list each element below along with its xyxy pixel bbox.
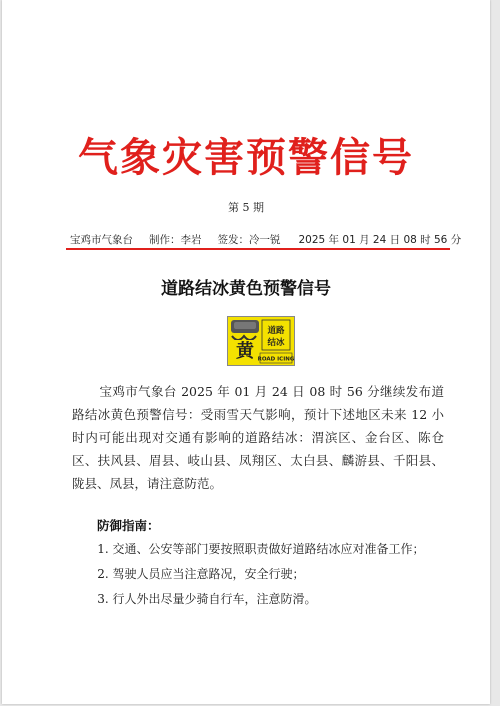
guide-item: 1. 交通、公安等部门要按照职责做好道路结冰应对准备工作； [97, 542, 425, 556]
headline: 气象灾害预警信号 [78, 134, 414, 181]
author: 制作：李岩 [149, 234, 202, 246]
guide-item: 2. 驾驶人员应当注意路况，安全行驶； [97, 567, 305, 581]
document-page [2, 0, 490, 704]
icon-char: 黄 [236, 341, 254, 362]
header-rule [66, 248, 450, 250]
meta-line [70, 232, 462, 247]
issue-number: 第 5 期 [228, 201, 264, 214]
icon-label-en: ROAD ICING [257, 356, 294, 363]
warning-icon-graphic [228, 317, 294, 365]
svg-text:道路: 道路 [267, 326, 285, 336]
issuer: 宝鸡市气象台 [70, 234, 133, 246]
issue-datetime: 2025 年 01 月 24 日 08 时 56 分 [298, 234, 462, 246]
guide-title: 防御指南： [97, 518, 160, 533]
guide-list [72, 538, 452, 613]
body-paragraph: 宝鸡市气象台 2025 年 01 月 24 日 08 时 56 分继续发布道路结冰黄色预警信号：受雨雪天气影响，预计下述地区未来 12 小时内可能出现对交通有影响的道路结冰：渭滨区、金台区、陈仓区、扶风县、眉县、岐山县、凤翔区、太白县、麟游县、千阳县、陇县、凤县，请注意防范。 [72, 384, 444, 491]
svg-text:结冰: 结冰 [267, 338, 285, 348]
signer: 签发：冷一锐 [217, 234, 281, 246]
guide-item: 3. 行人外出尽量少骑自行车，注意防滑。 [97, 592, 317, 606]
road-icing-yellow-warning-icon [227, 316, 295, 366]
subtitle: 道路结冰黄色预警信号 [161, 279, 331, 299]
